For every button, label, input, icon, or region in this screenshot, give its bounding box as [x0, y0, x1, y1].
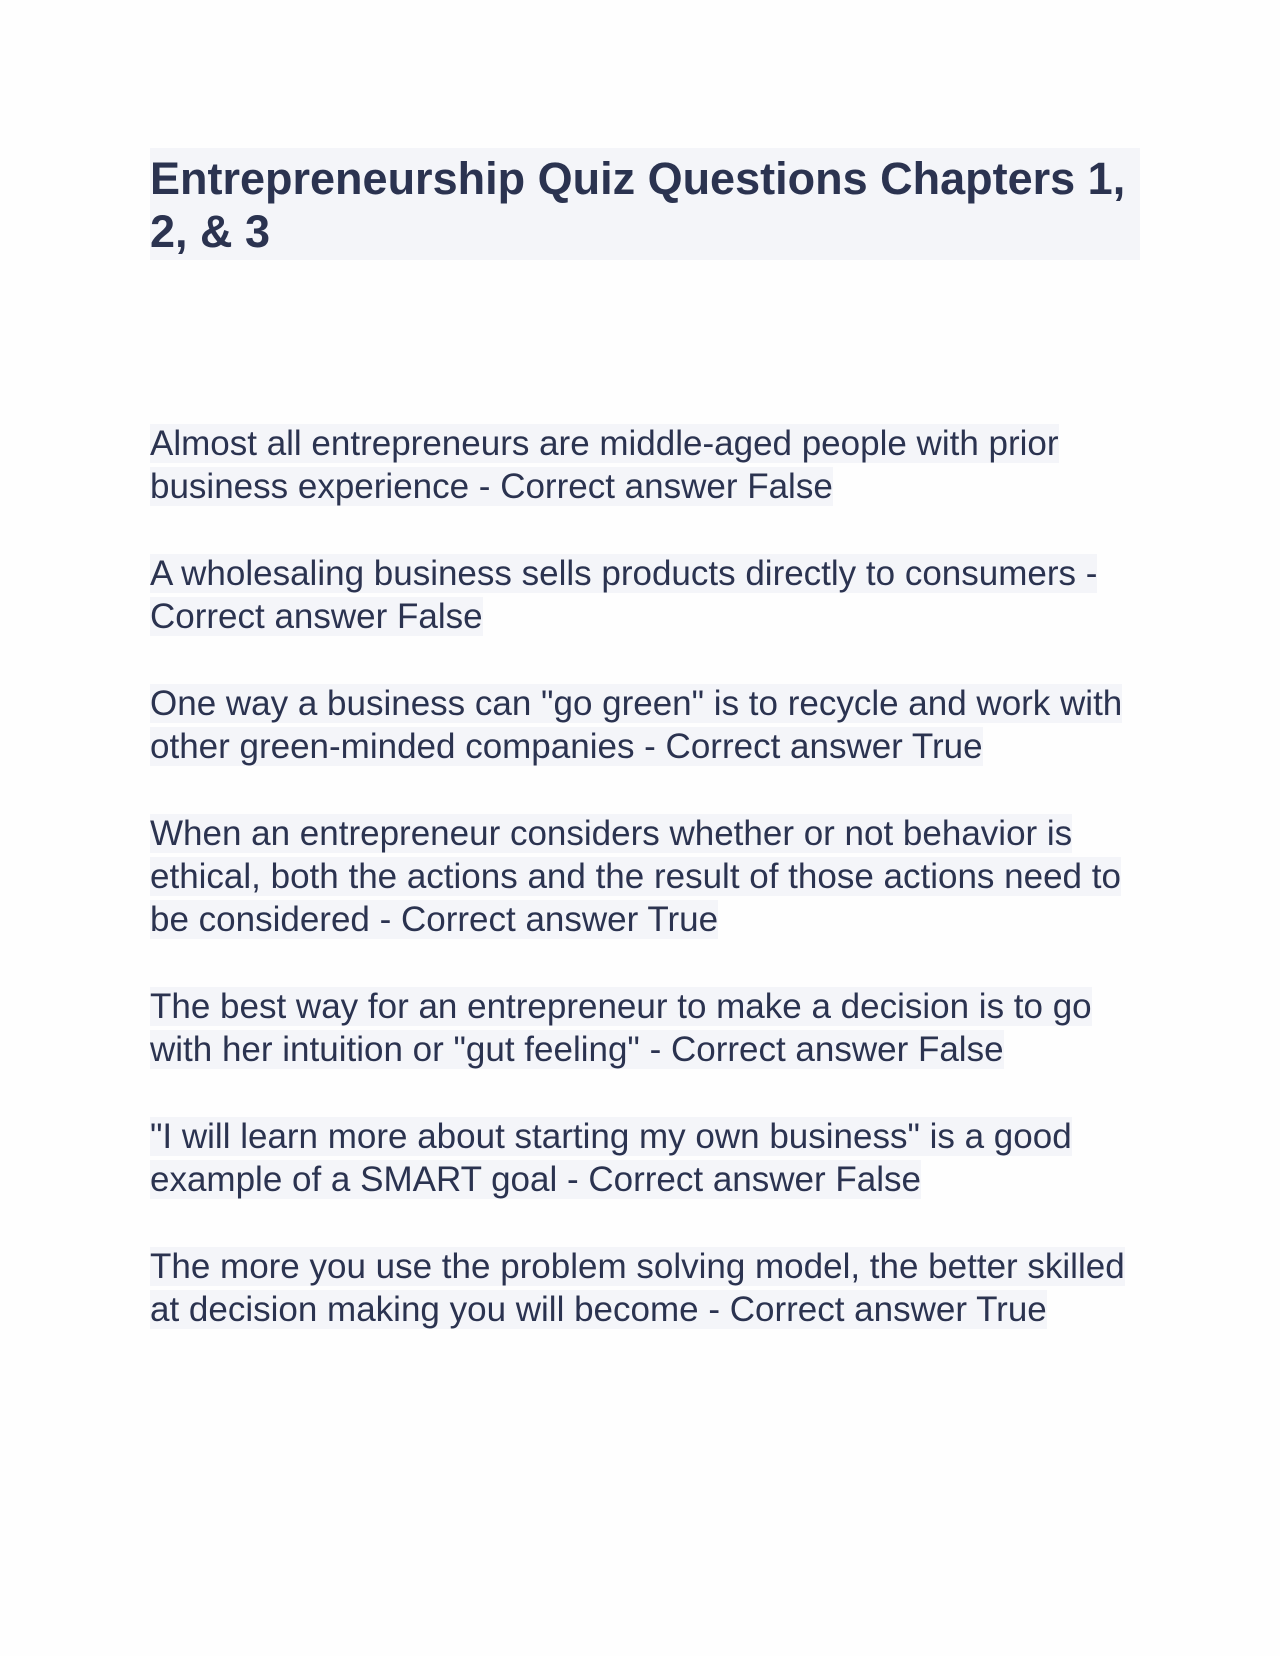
- quiz-entry: [150, 552, 1140, 638]
- quiz-entries: [150, 422, 1140, 1331]
- quiz-entry: [150, 682, 1140, 768]
- document-page: [150, 148, 1140, 1375]
- quiz-entry-text: Almost all entrepreneurs are middle-aged people with prior business experience - Correct answer False: [150, 424, 1059, 506]
- quiz-entry: [150, 985, 1140, 1071]
- quiz-entry: [150, 1115, 1140, 1201]
- quiz-entry: [150, 812, 1140, 941]
- quiz-entry-text: The best way for an entrepreneur to make a decision is to go with her intuition or "gut feeling" - Correct answer False: [150, 987, 1092, 1069]
- quiz-entry: [150, 1245, 1140, 1331]
- quiz-entry: [150, 422, 1140, 508]
- quiz-entry-text: "I will learn more about starting my own business" is a good example of a SMART goal - Correct answer False: [150, 1117, 1072, 1199]
- quiz-entry-text: One way a business can "go green" is to recycle and work with other green-minded companies - Correct answer True: [150, 684, 1123, 766]
- quiz-entry-text: A wholesaling business sells products directly to consumers - Correct answer False: [150, 554, 1098, 636]
- quiz-entry-text: When an entrepreneur considers whether or not behavior is ethical, both the actions and the result of those actions need to be considered - Correct answer True: [150, 814, 1121, 939]
- quiz-entry-text: The more you use the problem solving model, the better skilled at decision making you will become - Correct answer True: [150, 1247, 1125, 1329]
- document-title: Entrepreneurship Quiz Questions Chapters 1, 2, & 3: [150, 148, 1140, 260]
